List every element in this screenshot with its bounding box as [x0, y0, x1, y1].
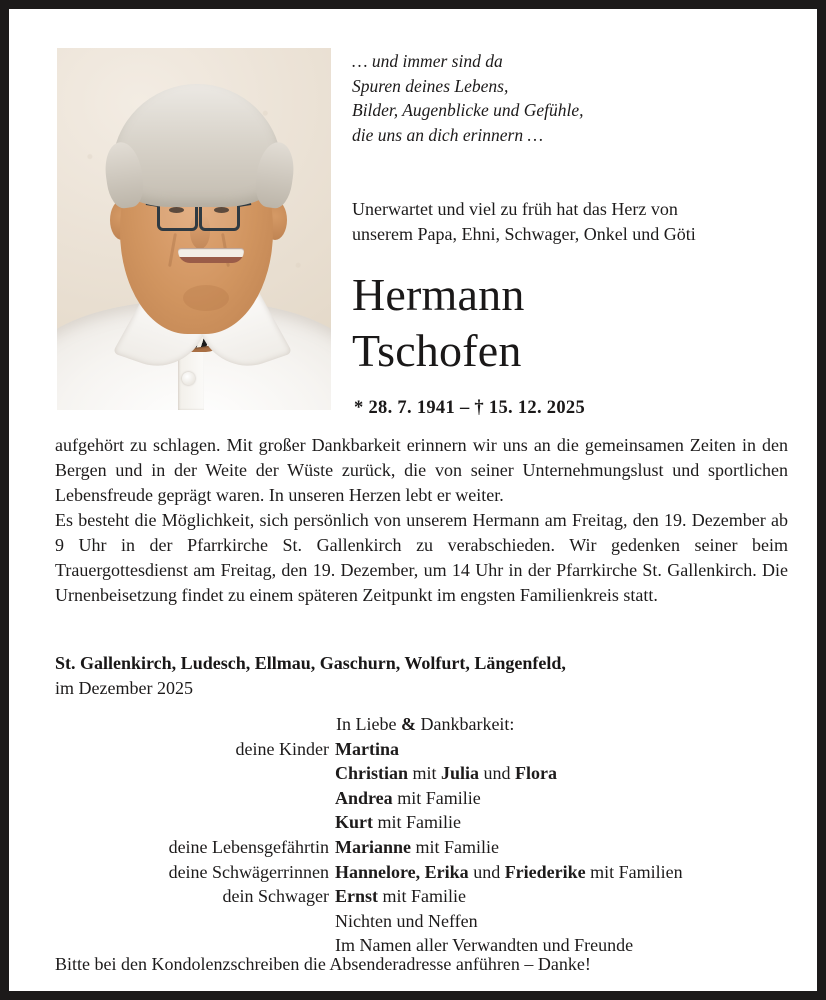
mourner-relation-label: deine Schwägerrinnen: [168, 861, 329, 882]
places-line: St. Gallenkirch, Ludesch, Ellmau, Gaschurn, Wolfurt, Längenfeld,: [55, 653, 566, 673]
obituary-card: [9, 9, 817, 991]
mourners-block: [55, 712, 788, 958]
mourner-names: Martina: [335, 738, 399, 759]
mourners-heading-post: Dankbarkeit:: [415, 714, 515, 734]
mourner-row: [55, 810, 788, 835]
closing-note: Bitte bei den Kondolenzschreiben die Absenderadresse anführen – Danke!: [55, 954, 591, 974]
mourner-names: Kurt mit Familie: [335, 812, 461, 833]
mourners-heading-ampersand: &: [400, 714, 416, 734]
body-paragraph-2: Es besteht die Möglichkeit, sich persönlich von unserem Hermann am Freitag, den 19. Dezember ab 9 Uhr in der Pfarrkirche St. Gallenkirch zu verabschieden. Wir gedenken seiner beim Trauergottesdienst am Freitag, den 19. Dezember, um 14 Uhr in der Pfarrkirche St. Gallenkirch. Die Urnenbeisetzung findet zu einem späteren Zeitpunkt im engsten Familienkreis statt.: [55, 510, 788, 605]
verse-line: Bilder, Augenblicke und Gefühle,: [352, 100, 584, 120]
mourners-rows: [55, 737, 788, 958]
portrait-photo: [57, 48, 331, 410]
deceased-name: [352, 267, 802, 379]
intro-text: [352, 197, 802, 247]
mourner-row: [55, 884, 788, 909]
mourner-row: [55, 909, 788, 934]
mourners-heading-pre: In Liebe: [336, 714, 401, 734]
photo-shirt-button: [182, 372, 195, 385]
verse-line: Spuren deines Lebens,: [352, 75, 509, 96]
mourner-row: [55, 761, 788, 786]
mourner-names: Nichten und Neffen: [335, 910, 478, 931]
mourner-names: Im Namen aller Verwandten und Freunde: [335, 935, 634, 956]
photo-smile-line-left: [168, 233, 177, 267]
mourner-row: [55, 860, 788, 885]
mourner-row: [55, 835, 788, 860]
obituary-body: [55, 433, 788, 608]
memorial-verse: [352, 49, 802, 147]
mourner-names: Christian mit Julia und Flora: [335, 763, 558, 784]
mourner-row: [55, 786, 788, 811]
intro-line: unserem Papa, Ehni, Schwager, Onkel und Göti: [352, 224, 696, 244]
photo-smiling-mouth: [178, 248, 244, 263]
mourner-row: [55, 737, 788, 762]
mourners-heading: [336, 712, 788, 737]
body-paragraph-1: aufgehört zu schlagen. Mit großer Dankbarkeit erinnern wir uns an die gemeinsamen Zeiten in den Bergen und in der Weite der Wüste zurück, die von seiner Unternehmungslust und sportlichen Lebensfreude geprägt waren. In unseren Herzen lebt er weiter.: [55, 435, 788, 505]
mourner-names: Hannelore, Erika und Friederike mit Familien: [335, 861, 683, 882]
deceased-first-name: Hermann: [352, 269, 525, 320]
photo-chin: [183, 285, 229, 311]
mourner-relation-label: deine Kinder: [235, 738, 329, 759]
places-date: im Dezember 2025: [55, 678, 193, 698]
mourner-names: Ernst mit Familie: [335, 886, 467, 907]
intro-line: Unerwartet und viel zu früh hat das Herz von: [352, 199, 678, 219]
deceased-last-name: Tschofen: [352, 325, 522, 376]
mourner-relation-label: dein Schwager: [222, 886, 329, 907]
verse-line: die uns an dich erinnern …: [352, 124, 544, 145]
mourner-names: Marianne mit Familie: [335, 836, 499, 857]
life-dates: * 28. 7. 1941 – † 15. 12. 2025: [354, 398, 585, 418]
verse-line: … und immer sind da: [352, 51, 503, 71]
mourner-names: Andrea mit Familie: [335, 787, 481, 808]
mourner-relation-label: deine Lebensgefährtin: [168, 836, 329, 857]
